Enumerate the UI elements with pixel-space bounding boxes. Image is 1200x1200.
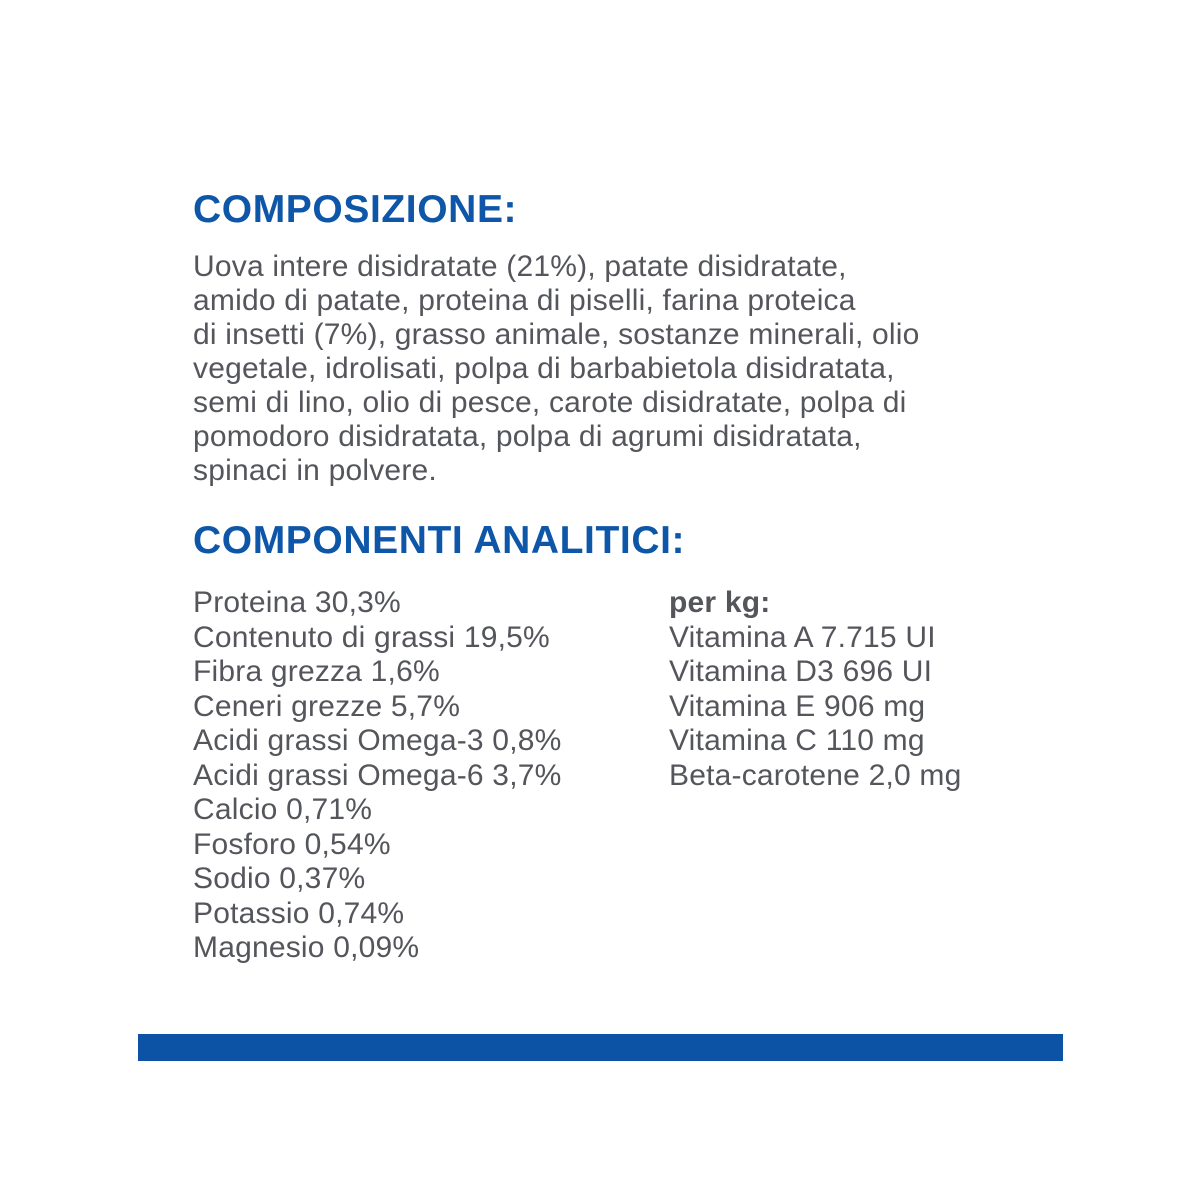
analytic-component-item: Fibra grezza 1,6%	[193, 655, 440, 688]
composition-line: semi di lino, olio di pesce, carote disidratate, polpa di	[193, 386, 907, 419]
composition-ingredients-text	[193, 250, 920, 488]
composition-line: spinaci in polvere.	[193, 454, 437, 487]
composition-line: Uova intere disidratate (21%), patate disidratate,	[193, 250, 847, 283]
composition-heading: COMPOSIZIONE:	[193, 188, 518, 231]
vitamin-item: Vitamina E 906 mg	[669, 689, 926, 723]
analytic-component-item: Fosforo 0,54%	[193, 827, 391, 861]
analytic-component-item: Potassio 0,74%	[193, 896, 405, 930]
analytic-component-item: Ceneri grezze 5,7%	[193, 689, 461, 723]
analytic-component-item: Acidi grassi Omega-3 0,8%	[193, 724, 562, 757]
analytic-component-item: Acidi grassi Omega-6 3,7%	[193, 758, 562, 792]
analytic-component-item: Proteina 30,3%	[193, 586, 401, 619]
analytic-component-item: Calcio 0,71%	[193, 793, 373, 826]
composition-line: amido di patate, proteina di piselli, farina proteica	[193, 284, 856, 317]
vitamin-item: Vitamina D3 696 UI	[669, 655, 933, 688]
vitamin-item: Beta-carotene 2,0 mg	[669, 758, 962, 792]
analytics-heading: COMPONENTI ANALITICI:	[193, 519, 686, 562]
analytics-left-list	[193, 586, 562, 966]
analytic-component-item: Magnesio 0,09%	[193, 931, 420, 964]
composition-line: pomodoro disidratata, polpa di agrumi disidratata,	[193, 420, 862, 453]
bottom-divider-bar	[138, 1034, 1063, 1061]
composition-line: di insetti (7%), grasso animale, sostanze minerali, olio	[193, 318, 920, 351]
analytic-component-item: Contenuto di grassi 19,5%	[193, 620, 550, 654]
vitamins-list	[669, 621, 962, 794]
analytic-component-item: Sodio 0,37%	[193, 862, 366, 895]
vitamin-item: Vitamina A 7.715 UI	[669, 620, 936, 654]
per-kg-label: per kg:	[669, 586, 771, 619]
vitamin-item: Vitamina C 110 mg	[669, 724, 925, 757]
composition-line: vegetale, idrolisati, polpa di barbabietola disidratata,	[193, 352, 895, 385]
analytics-right-list	[669, 586, 962, 793]
